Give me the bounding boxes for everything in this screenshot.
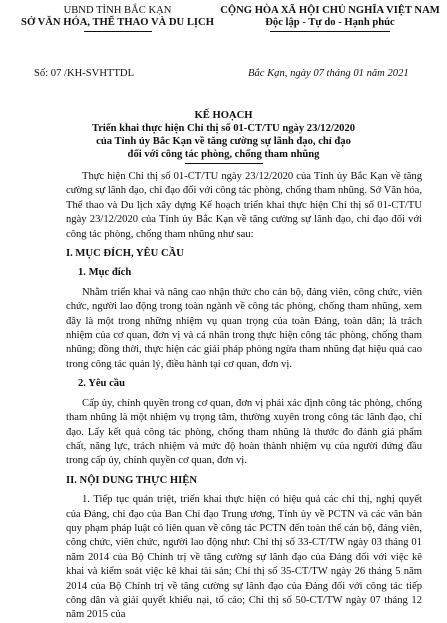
document-body	[66, 170, 422, 623]
issuer-header	[20, 5, 215, 29]
requirements-paragraph: Cấp ủy, chính quyền trong cơ quan, đơn vị phải xác định công tác phòng, chống tham nhũng là một nhiệm vụ trọng tâm, thường xuyên trong công tác lãnh đạo, chỉ đạo. Lấy kết quả công tác phòng, chống tham nhũng là thước đo đánh giá phẩm chất, năng lực, trách nhiệm và mức độ hoàn thành nhiệm vụ của người đứng đầu trong cấp ủy, chính quyền cơ quan, đơn vị.	[66, 397, 422, 467]
document-title-line2: của Tỉnh ủy Bắc Kạn về tăng cường sự lãnh đạo, chỉ đạo	[96, 136, 351, 147]
issuer-underline	[84, 31, 152, 32]
section-heading-1: I. MỤC ĐÍCH, YÊU CẦU	[66, 248, 184, 260]
purpose-paragraph: Nhằm triển khai và nâng cao nhận thức cho cán bộ, đảng viên, công chức, viên chức, người lao động trong toàn ngành về công tác phòng, chống tham nhũng, xem đây là một trong những nhiệm vụ quan trọng của toàn Đảng, toàn dân; là trách nhiệm của cơ quan, đơn vị và cá nhân trong thực hiện công tác phòng, chống tham nhũng; đồng thời, thực hiện các giải pháp phòng ngừa tham nhũng đạt hiệu quả cao trong công tác quản lý, điều hành tại cơ quan, đơn vị.	[66, 286, 422, 370]
motto-underline	[270, 31, 390, 32]
subsection-heading-purpose: 1. Mục đích	[78, 267, 132, 279]
issuer-province: UBND TỈNH BẮC KẠN	[63, 5, 172, 16]
document-title-line1: Triển khai thực hiện Chỉ thị số 01-CT/TU ngày 23/12/2020	[91, 123, 356, 134]
national-header	[220, 5, 440, 29]
subsection-heading-requirements: 2. Yêu cầu	[78, 378, 125, 390]
section-heading-2: II. NỘI DUNG THỰC HIỆN	[66, 474, 197, 486]
document-type: KẾ HOẠCH	[194, 110, 253, 121]
document-number: Số: 07 /KH-SVHTTDL	[34, 68, 135, 79]
title-underline	[185, 163, 263, 164]
intro-paragraph: Thực hiện Chỉ thị số 01-CT/TU ngày 23/12/2020 của Tỉnh ủy Bắc Kạn về tăng cường sự lãnh đạo, chỉ đạo đối với công tác phòng, chống tham nhũng. Sở Văn hóa, Thể thao và Du lịch xây dựng Kế hoạch triển khai thực hiện Chỉ thị số 01-CT/TU ngày 23/12/2020 của Tỉnh ủy Bắc Kạn về tăng cường sự lãnh đạo, chỉ đạo đối với công tác phòng, chống tham nhũng như sau:	[66, 171, 422, 240]
national-motto: Độc lập - Tự do - Hạnh phúc	[265, 17, 395, 28]
document-date: Bắc Kạn, ngày 07 tháng 01 năm 2021	[248, 68, 409, 79]
implementation-paragraph: 1. Tiếp tục quán triệt, triển khai thực hiện có hiệu quả các chỉ thị, nghị quyết của Đảng, chỉ đạo của Ban Chỉ đạo Trung ương, Tỉnh ủy về PCTN và các văn bản quy phạm pháp luật có liên quan về công tác PCTN đến toàn thể cán bộ, đảng viên, công chức, viên chức, người lao động như: Chỉ thị số 33-CT/TW ngày 03 tháng 01 năm 2014 của Bộ Chính trị về tăng cường sự lãnh đạo của Đảng đối với việc kê khai và kiểm soát việc kê khai tài sản; Chỉ thị số 35-CT/TW ngày 26 tháng 5 năm 2014 của Bộ Chính trị về tăng cường sự lãnh đạo của Đảng đối với công tác tiếp công dân và giải quyết khiếu nại, tố cáo; Chỉ thị số 50-CT/TW ngày 07 tháng 12 năm 2015 của	[66, 494, 422, 621]
issuer-department: SỞ VĂN HÓA, THỂ THAO VÀ DU LỊCH	[21, 17, 214, 28]
national-title: CỘNG HÒA XÃ HỘI CHỦ NGHĨA VIỆT NAM	[220, 5, 440, 16]
document-title-line3: đối với công tác phòng, chống tham nhũng	[127, 149, 320, 160]
